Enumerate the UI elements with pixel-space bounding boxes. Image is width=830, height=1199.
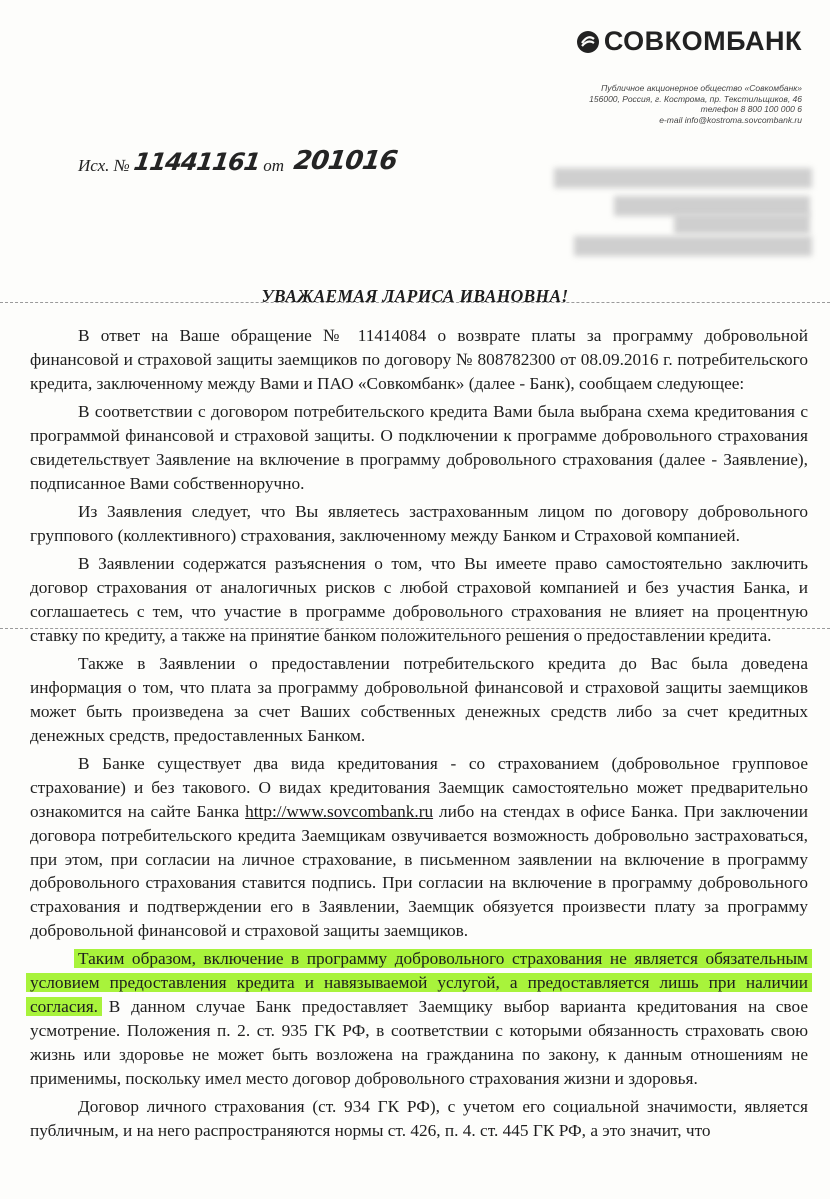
paragraph: В Заявлении содержатся разъяснения о том, что Вы имеете право самостоятельно заключить договор страхования от аналогичных рисков с любой страховой компанией и без участия Банка, и соглашаетесь с тем, что участие в программе добровольного страхования не влияет на процентную ставку по кредиту, а также на принятие банком положительного решения о предоставлении кредита. <box>30 554 808 645</box>
paragraph: Договор личного страхования (ст. 934 ГК РФ), с учетом его социальной значимости, является публичным, и на него распространяются нормы ст. 426, п. 4. ст. 445 ГК РФ, а это значит, что <box>30 1097 808 1141</box>
outgoing-number-handwritten: 11441161 <box>131 148 262 176</box>
redacted-recipient-block <box>554 162 814 258</box>
letter-body <box>30 324 808 1147</box>
paragraph <box>30 752 808 943</box>
paragraph: Из Заявления следует, что Вы являетесь застрахованным лицом по договору добровольного группового (коллективного) страхования, заключенному между Банком и Страховой компанией. <box>30 501 808 545</box>
highlighted-text: Таким образом, включение в программу добровольного страхования не является обязательным условием предоставления кредита и навязываемой услугой, а предоставляется лишь при наличии согласия. <box>30 949 808 1017</box>
paragraph <box>30 947 808 1090</box>
company-info <box>502 83 802 125</box>
company-info-line: Публичное акционерное общество «Совкомбанк» <box>601 83 802 93</box>
outgoing-date-handwritten: 201016 <box>291 146 399 176</box>
bank-name: СОВКОМБАНК <box>603 26 802 56</box>
bank-logo <box>576 26 802 57</box>
outgoing-reference <box>78 146 401 176</box>
bank-website-link[interactable]: http://www.sovcombank.ru <box>245 801 434 821</box>
paragraph: В ответ на Ваше обращение № 11414084 о возврате платы за программу добровольной финансовой и страховой защиты заемщиков по договору № 808782300 от 08.09.2016 г. потребительского кредита, заключенному между Вами и ПАО «Совкомбанк» (далее - Банк), сообщаем следующее: <box>30 326 808 393</box>
salutation: УВАЖАЕМАЯ ЛАРИСА ИВАНОВНА! <box>261 286 569 306</box>
paragraph-text: В данном случае Банк предоставляет Заемщику выбор варианта кредитования на свое усмотрение. Положения п. 2. ст. 935 ГК РФ, в соответствии с которыми обязанность страховать свою жизнь или здоровье не может быть возложена на гражданина по закону, к данным отношениям не применимы, поскольку имел место договор добровольного страхования жизни и здоровья. <box>30 997 808 1088</box>
paragraph: Также в Заявлении о предоставлении потребительского кредита до Вас была доведена информация о том, что плата за программу добровольной финансовой и страховой защиты заемщиков может быть произведена за счет Ваших собственных денежных средств либо за счет кредитных денежных средств, предоставленных Банком. <box>30 653 808 745</box>
company-info-line: 156000, Россия, г. Кострома, пр. Текстильщиков, 46 <box>589 93 802 104</box>
bank-logo-icon <box>576 30 600 54</box>
outgoing-label: Исх. № <box>78 156 130 175</box>
paragraph-text: В Банке существует два вида кредитования - со страхованием (добровольное групповое страхование) и без такового. О видах кредитования Заемщик самостоятельно может предварительно ознакомится на сайте Банка <box>30 753 808 821</box>
paragraph: В соответствии с договором потребительского кредита Вами была выбрана схема кредитования с программой финансовой и страховой защиты. О подключении к программе добровольного страхования свидетельствует Заявление на включение в программу добровольного страхования (далее - Заявление), подписанное Вами собственноручно. <box>30 402 808 493</box>
date-label: от <box>263 156 285 175</box>
company-info-line: e-mail info@kostroma.sovcombank.ru <box>659 114 802 125</box>
company-info-line: телефон 8 800 100 000 6 <box>700 104 802 114</box>
paragraph-text: либо на стендах в офисе Банка. При заключении договора потребительского кредита Заемщикам озвучивается возможность добровольно застраховаться, при этом, при согласии на личное страхование, в письменном заявлении на включение в программу добровольного страхования ставится подпись. При согласии на включение в программу добровольного страхования и подтверждении его в Заявлении, Заемщик обязуется произвести плату за программу добровольной финансовой и страховой защиты заемщиков. <box>30 801 808 941</box>
